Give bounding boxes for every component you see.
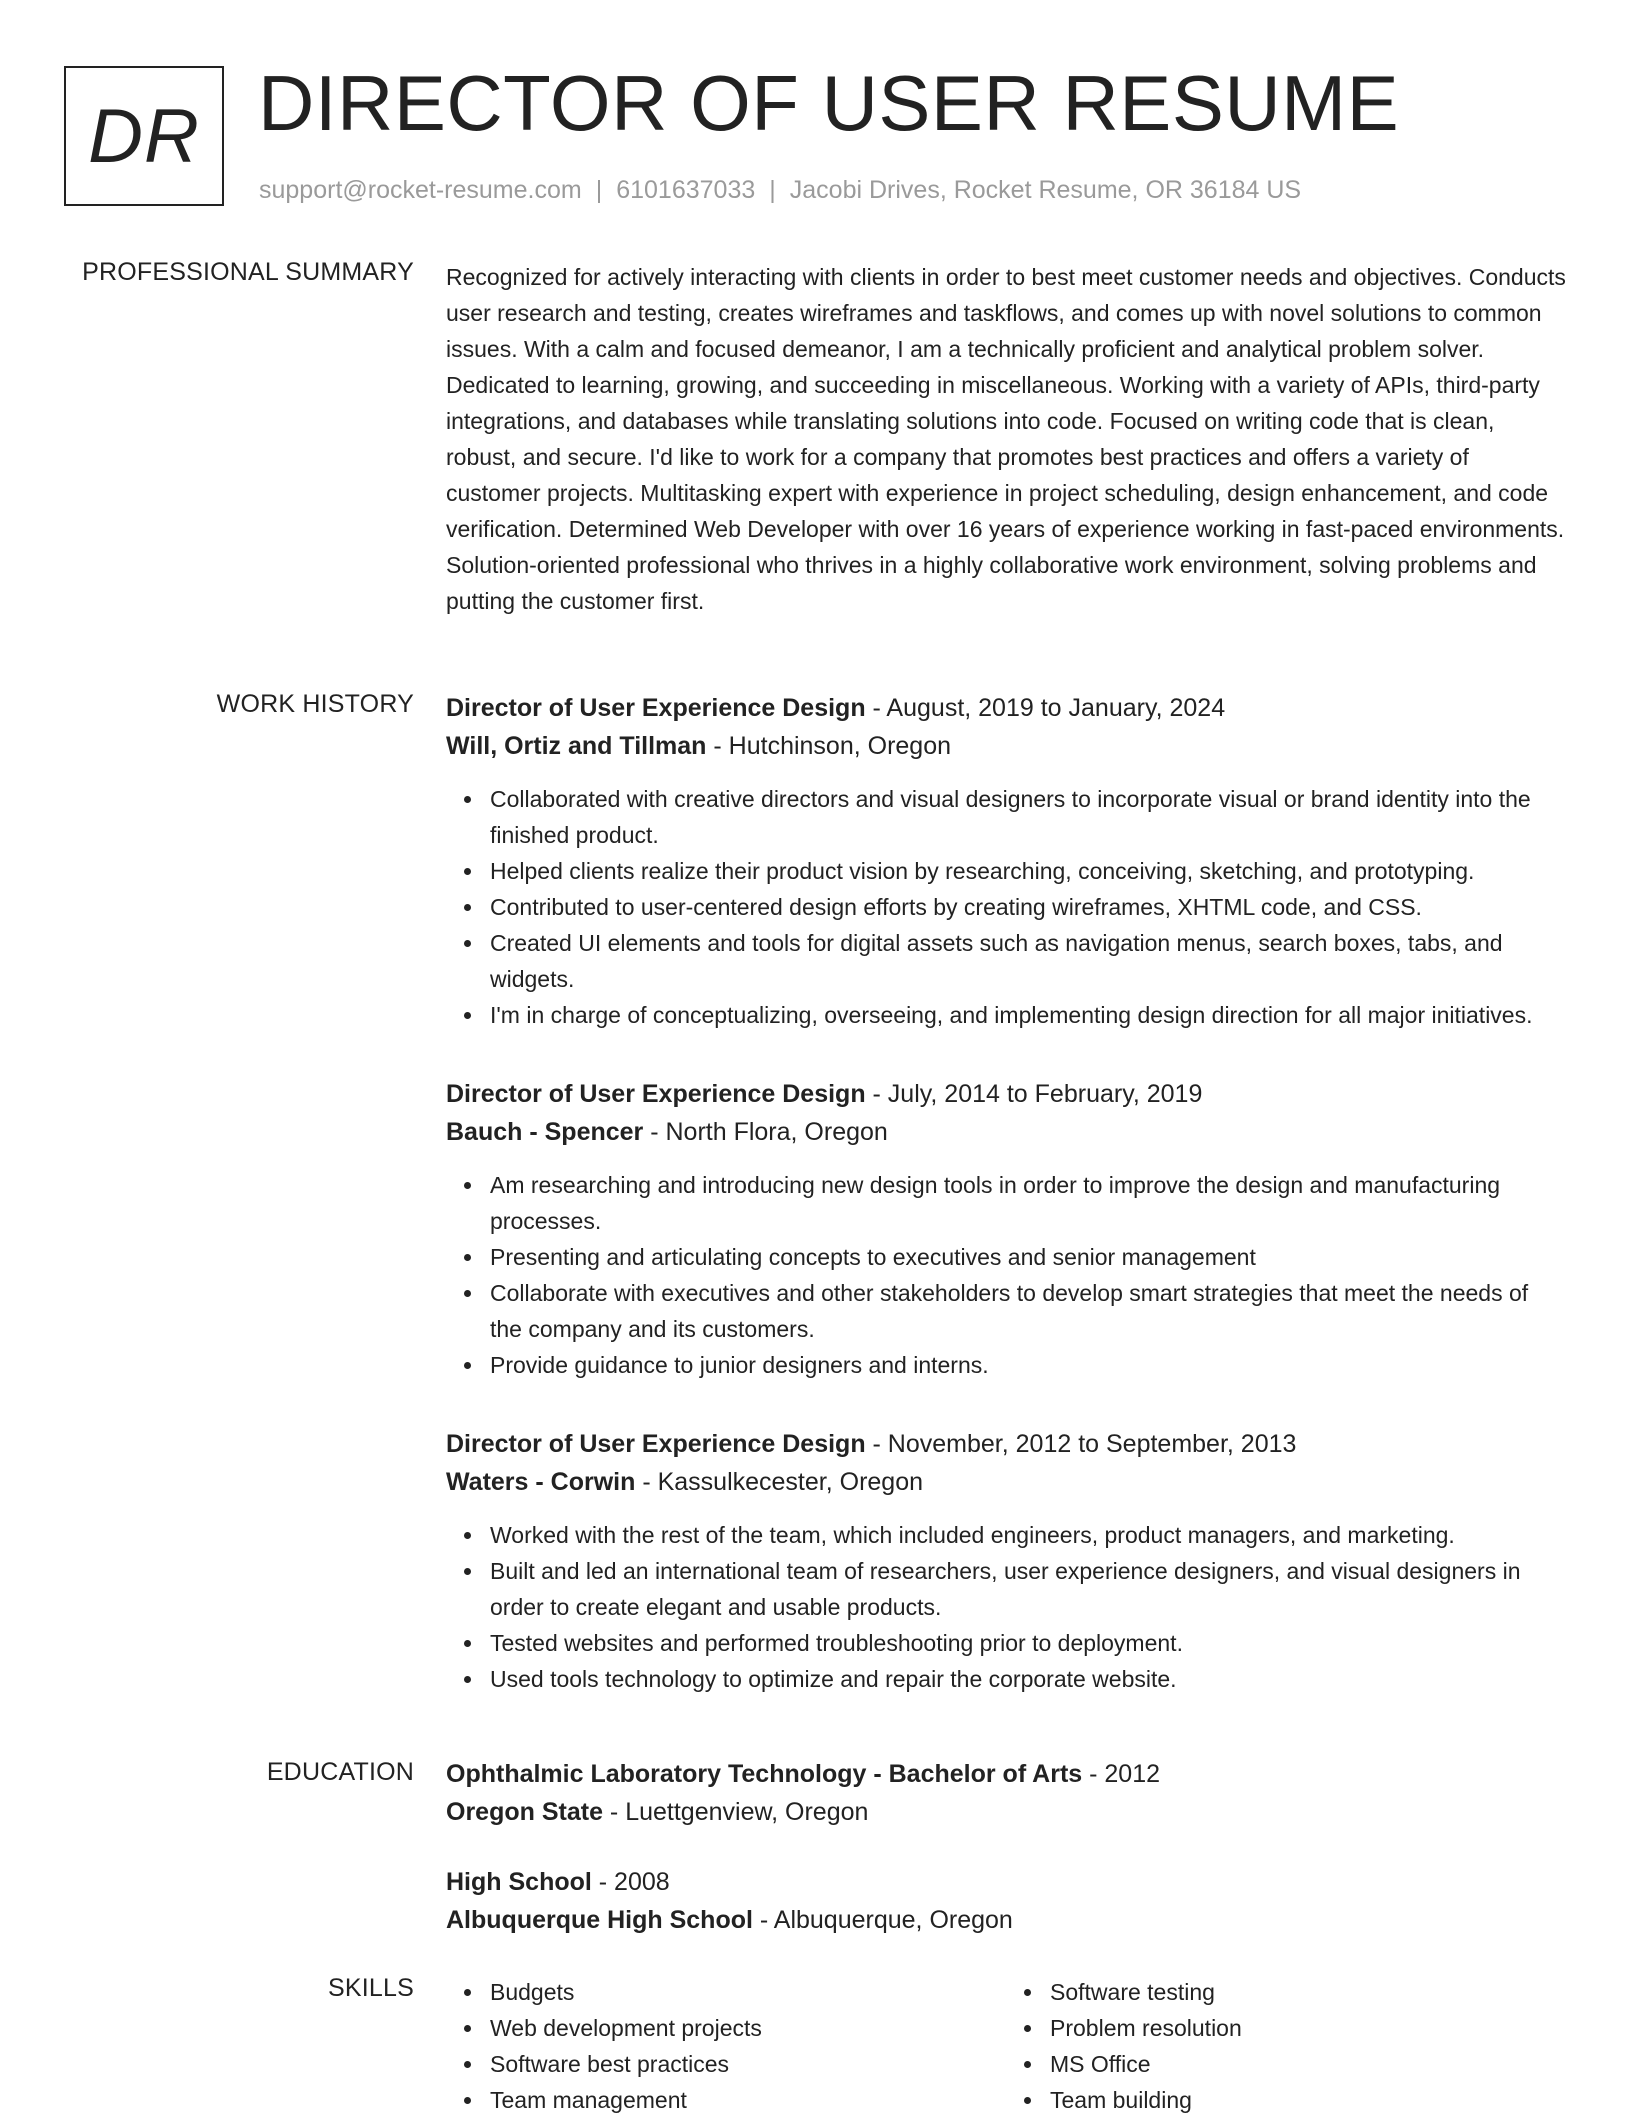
job-location: - North Flora, Oregon xyxy=(643,1118,888,1146)
list-item: MS Office xyxy=(1050,2046,1566,2082)
job-bullets xyxy=(446,1517,1566,1697)
summary-text: Recognized for actively interacting with clients in order to best meet customer needs and objectives. Conducts user research and testing, creates wireframes and taskflows, and comes up with novel solutions to common issues. With a calm and focused demeanor, I am a technically proficient and analytical problem solver. Dedicated to learning, growing, and succeeding in miscellaneous. Working with a variety of APIs, third-party integrations, and databases while translating solutions into code. Focused on writing code that is clean, robust, and secure. I'd like to work for a company that promotes best practices and offers a variety of customer projects. Multitasking expert with experience in project scheduling, design enhancement, and code verification. Determined Web Developer with over 16 years of experience working in fast-paced environments. Solution-oriented professional who thrives in a highly collaborative work environment, solving problems and putting the customer first. xyxy=(446,264,1566,614)
education-school-line xyxy=(446,1793,1566,1831)
education-year: - 2012 xyxy=(1082,1760,1161,1788)
contact-separator: | xyxy=(595,176,603,204)
contact-separator: | xyxy=(769,176,776,204)
list-item: Software testing xyxy=(1050,1974,1566,2010)
job-title: Director of User Experience Design xyxy=(446,694,866,722)
job-company-line xyxy=(446,1113,1566,1151)
section-label-skills: SKILLS xyxy=(328,1974,414,2002)
job-location: - Hutchinson, Oregon xyxy=(706,732,952,760)
education-section xyxy=(446,1755,1566,1971)
job-dates: - August, 2019 to January, 2024 xyxy=(865,694,1226,722)
list-item: Team management xyxy=(490,2082,1006,2118)
list-item: Contributed to user-centered design efforts by creating wireframes, XHTML code, and CSS. xyxy=(490,889,1566,925)
page-title: DIRECTOR OF USER RESUME xyxy=(258,59,1400,147)
education-location: - Albuquerque, Oregon xyxy=(752,1906,1013,1934)
list-item: Helped clients realize their product vision by researching, conceiving, sketching, and prototyping. xyxy=(490,853,1566,889)
monogram-logo xyxy=(64,66,224,206)
job-dates: - July, 2014 to February, 2019 xyxy=(865,1080,1203,1108)
education-degree: High School xyxy=(446,1868,592,1896)
job-company: Waters - Corwin xyxy=(446,1468,636,1496)
list-item: Am researching and introducing new design tools in order to improve the design and manufacturing processes. xyxy=(490,1167,1566,1239)
section-label-summary: PROFESSIONAL SUMMARY xyxy=(82,258,414,286)
list-item: Provide guidance to junior designers and interns. xyxy=(490,1347,1566,1383)
job-company-line xyxy=(446,727,1566,765)
list-item: Software best practices xyxy=(490,2046,1006,2082)
job-title: Director of User Experience Design xyxy=(446,1080,866,1108)
list-item: Budgets xyxy=(490,1974,1006,2010)
job-company: Bauch - Spencer xyxy=(446,1118,644,1146)
education-entry xyxy=(446,1755,1566,1831)
contact-email: support@rocket-resume.com xyxy=(259,176,582,204)
education-school: Albuquerque High School xyxy=(446,1906,753,1934)
list-item: Problem resolution xyxy=(1050,2010,1566,2046)
job-company: Will, Ortiz and Tillman xyxy=(446,732,707,760)
section-label-work: WORK HISTORY xyxy=(216,690,414,718)
job-bullets xyxy=(446,781,1566,1033)
education-entry xyxy=(446,1863,1566,1939)
job-entry xyxy=(446,689,1566,1033)
skills-section xyxy=(446,1974,1566,2118)
skills-list-right xyxy=(1006,1974,1566,2118)
education-degree: Ophthalmic Laboratory Technology - Bachelor of Arts xyxy=(446,1760,1083,1788)
job-bullets xyxy=(446,1167,1566,1383)
job-company-line xyxy=(446,1463,1566,1501)
list-item: Team building xyxy=(1050,2082,1566,2118)
job-dates: - November, 2012 to September, 2013 xyxy=(865,1430,1297,1458)
list-item: Used tools technology to optimize and repair the corporate website. xyxy=(490,1661,1566,1697)
work-history-section xyxy=(446,689,1566,1739)
skills-list-left xyxy=(446,1974,1006,2118)
list-item: Created UI elements and tools for digital assets such as navigation menus, search boxes, tabs, and widgets. xyxy=(490,925,1566,997)
list-item: Web development projects xyxy=(490,2010,1006,2046)
list-item: Collaborate with executives and other stakeholders to develop smart strategies that meet the needs of the company and its customers. xyxy=(490,1275,1566,1347)
education-school-line xyxy=(446,1901,1566,1939)
summary-section xyxy=(446,259,1566,619)
skills-columns xyxy=(446,1974,1566,2118)
list-item: Tested websites and performed troubleshooting prior to deployment. xyxy=(490,1625,1566,1661)
list-item: Built and led an international team of researchers, user experience designers, and visual designers in order to create elegant and usable products. xyxy=(490,1553,1566,1625)
monogram-initials: DR xyxy=(88,93,200,179)
list-item: Worked with the rest of the team, which included engineers, product managers, and marketing. xyxy=(490,1517,1566,1553)
section-label-education: EDUCATION xyxy=(266,1758,414,1786)
education-location: - Luettgenview, Oregon xyxy=(602,1798,869,1826)
education-degree-line xyxy=(446,1863,1566,1901)
education-degree-line xyxy=(446,1755,1566,1793)
list-item: Presenting and articulating concepts to executives and senior management xyxy=(490,1239,1566,1275)
job-title-line xyxy=(446,689,1566,727)
job-title: Director of User Experience Design xyxy=(446,1430,866,1458)
list-item: Collaborated with creative directors and visual designers to incorporate visual or brand identity into the finished product. xyxy=(490,781,1566,853)
contact-line xyxy=(259,176,1301,205)
job-title-line xyxy=(446,1075,1566,1113)
job-entry xyxy=(446,1075,1566,1383)
job-title-line xyxy=(446,1425,1566,1463)
education-school: Oregon State xyxy=(446,1798,603,1826)
contact-address: Jacobi Drives, Rocket Resume, OR 36184 US xyxy=(789,176,1302,204)
contact-phone: 6101637033 xyxy=(616,176,756,204)
list-item: I'm in charge of conceptualizing, overseeing, and implementing design direction for all major initiatives. xyxy=(490,997,1566,1033)
job-entry xyxy=(446,1425,1566,1697)
job-location: - Kassulkecester, Oregon xyxy=(635,1468,924,1496)
education-year: - 2008 xyxy=(591,1868,670,1896)
